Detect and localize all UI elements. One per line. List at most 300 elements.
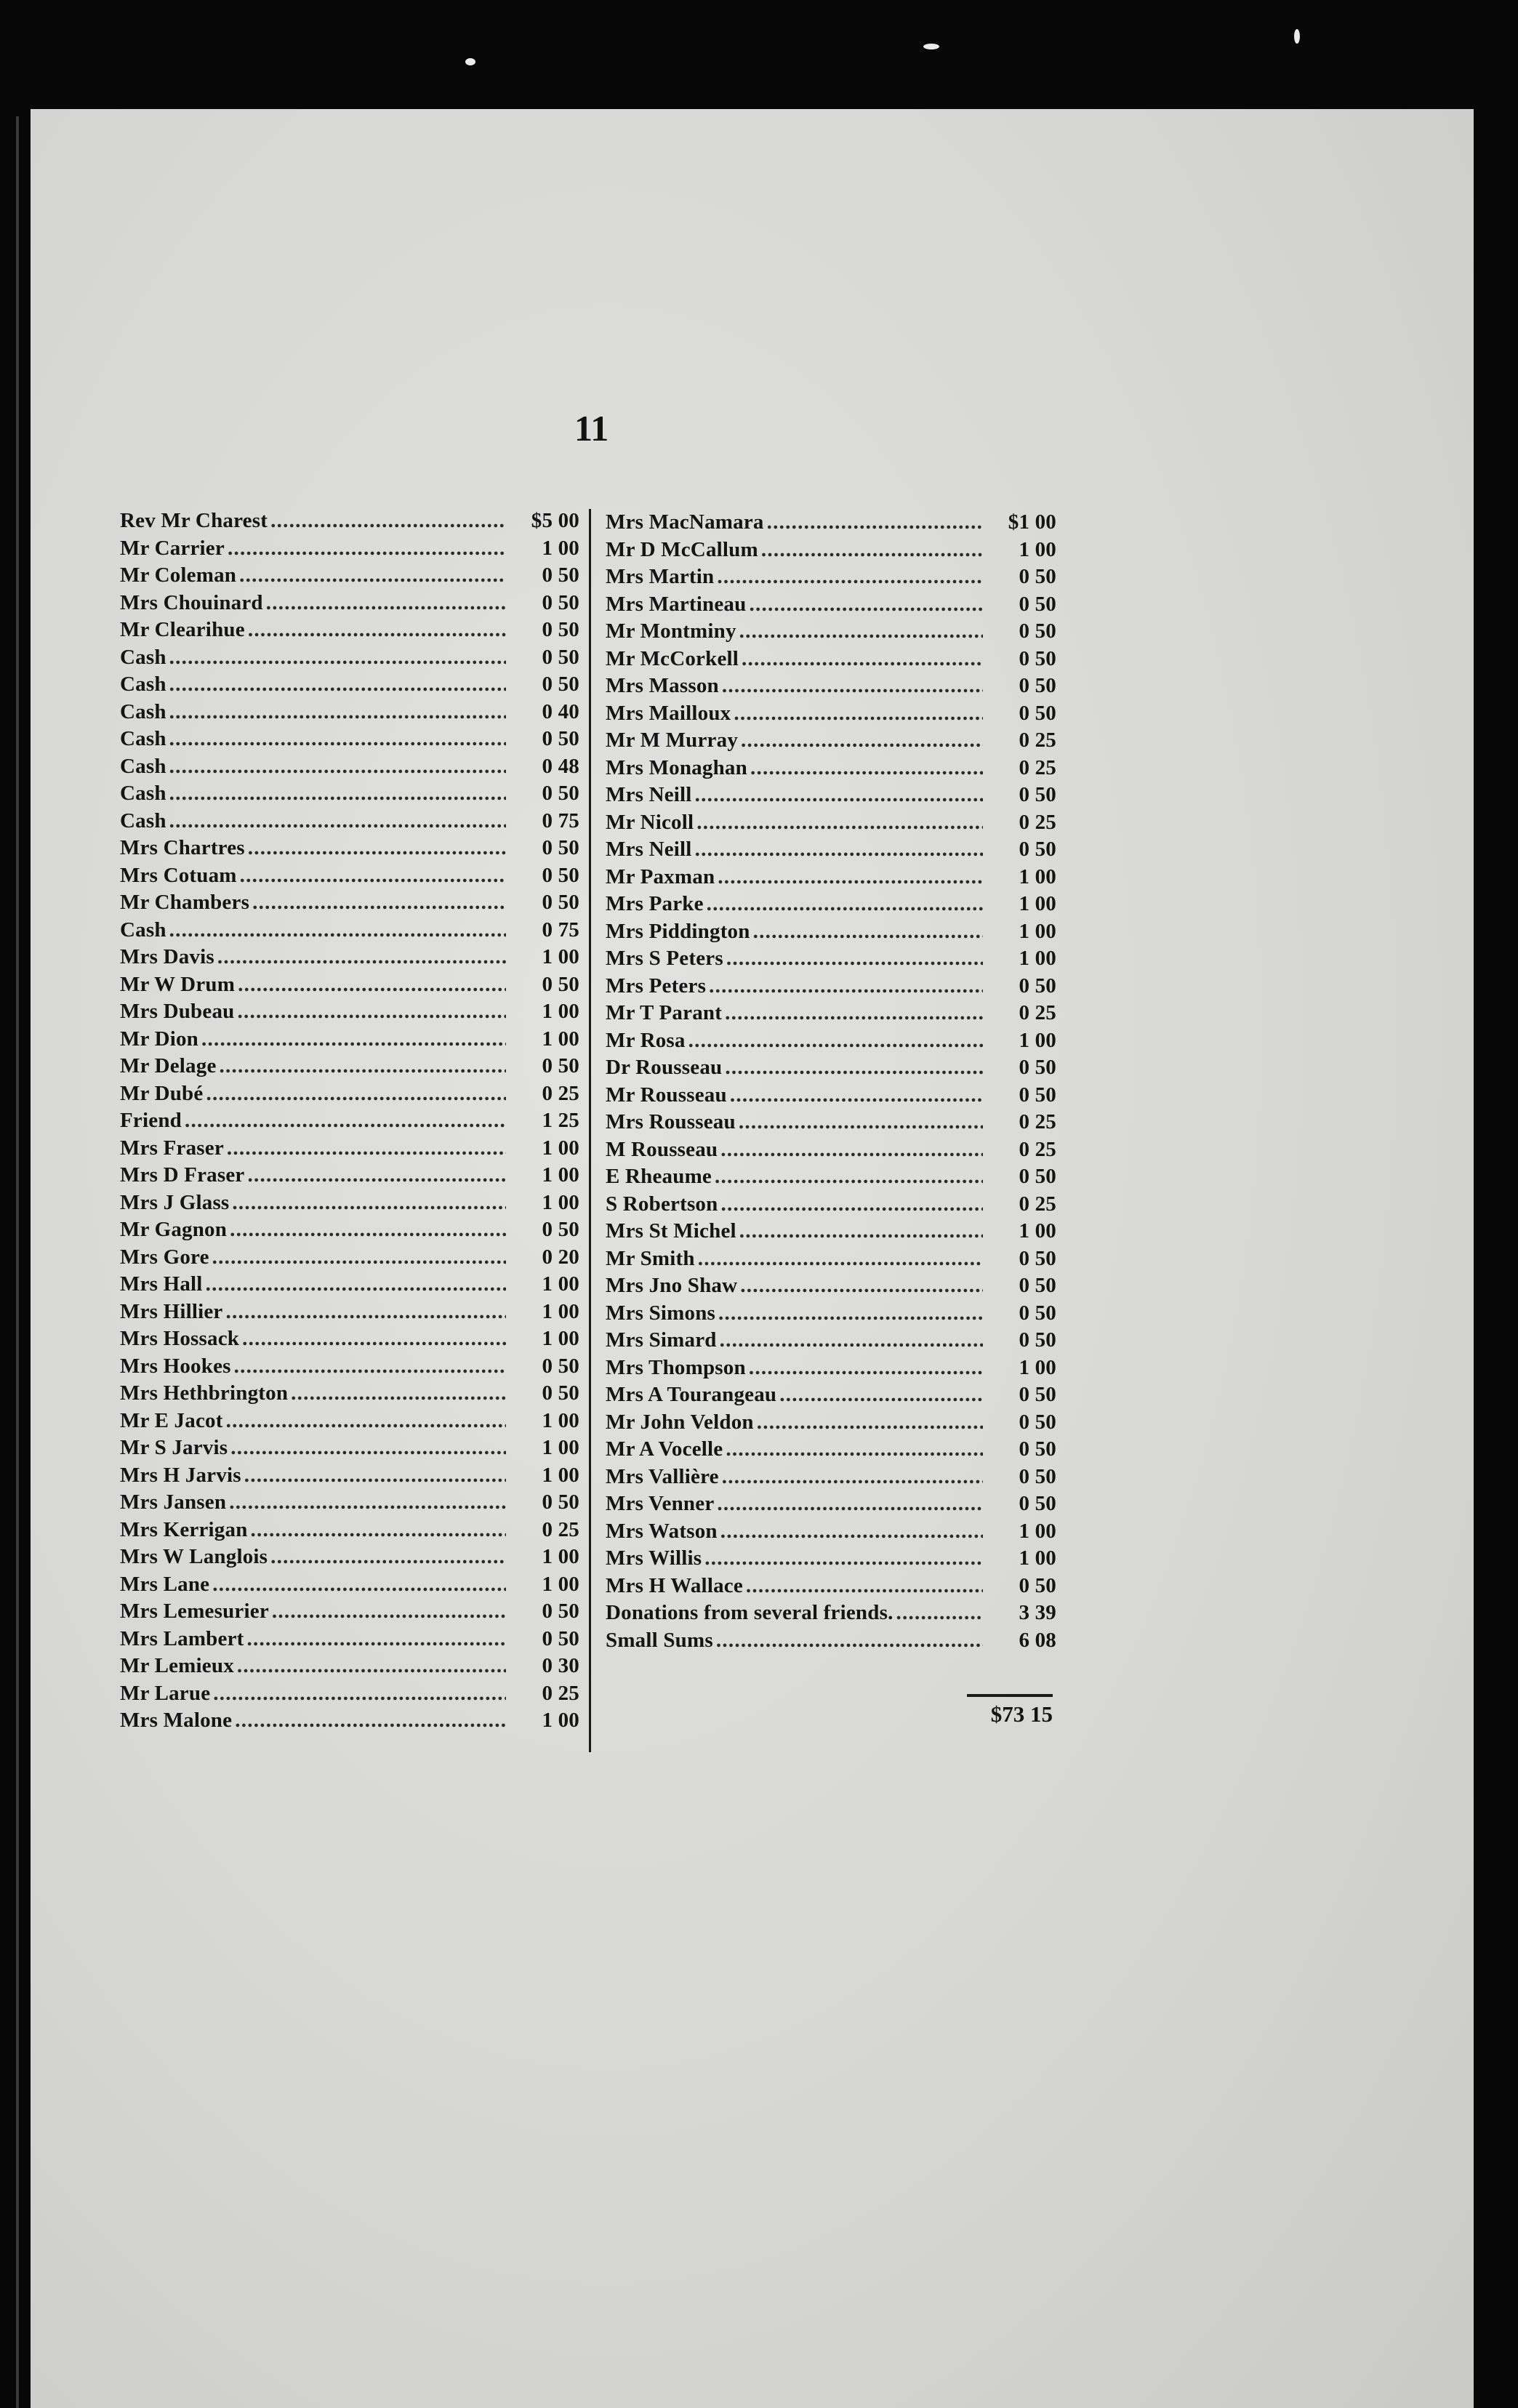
- donation-row: [120, 1653, 579, 1680]
- donation-row: [120, 617, 579, 644]
- donor-name: E Rheaume: [606, 1165, 712, 1188]
- leader-dots: [717, 1490, 983, 1518]
- leader-dots: [252, 889, 506, 917]
- donation-row: [606, 646, 1056, 673]
- donation-amount: $5 00: [531, 509, 579, 532]
- donor-name: Cash: [120, 754, 166, 778]
- donation-row: [120, 507, 579, 535]
- donation-row: [606, 891, 1056, 918]
- leader-dots: [742, 646, 983, 673]
- donation-row: [120, 1162, 579, 1189]
- donation-amount: 0 50: [1019, 1165, 1056, 1188]
- donation-amount: 0 48: [542, 754, 579, 778]
- donation-amount: 0 50: [542, 1490, 579, 1514]
- donor-name: Mr Delage: [120, 1054, 217, 1077]
- donation-row: [606, 1490, 1056, 1518]
- leader-dots: [201, 1026, 506, 1054]
- donor-name: Mrs Peters: [606, 974, 707, 998]
- donation-row: [606, 1409, 1056, 1437]
- donation-row: [120, 1626, 579, 1653]
- leader-dots: [169, 780, 506, 808]
- donor-name: Mrs Dubeau: [120, 1000, 235, 1023]
- leader-dots: [228, 535, 506, 563]
- donor-name: Dr Rousseau: [606, 1056, 723, 1079]
- donation-row: [606, 1191, 1056, 1219]
- donation-row: [120, 535, 579, 563]
- donation-row: [606, 1354, 1056, 1382]
- leader-dots: [232, 1189, 506, 1217]
- donation-amount: 1 00: [542, 1027, 579, 1051]
- donation-row: [606, 563, 1056, 591]
- donation-amount: 0 25: [1019, 755, 1056, 779]
- donor-name: Mr Clearihue: [120, 618, 245, 641]
- donation-row: [606, 1136, 1056, 1164]
- donor-name: Mrs D Fraser: [120, 1163, 245, 1187]
- donation-amount: 0 50: [542, 590, 579, 614]
- left-donor-column: [120, 507, 579, 1735]
- leader-dots: [767, 509, 983, 537]
- donation-row: [606, 1218, 1056, 1245]
- donation-amount: 1 00: [1019, 892, 1056, 915]
- donor-name: Mr John Veldon: [606, 1410, 754, 1434]
- donation-row: [120, 1571, 579, 1599]
- donation-amount: 1 00: [1019, 1028, 1056, 1052]
- donor-name: Mrs Thompson: [606, 1355, 746, 1379]
- donation-amount: 1 00: [542, 1572, 579, 1596]
- donor-name: Mrs Lane: [120, 1572, 210, 1596]
- donation-amount: 1 00: [1019, 864, 1056, 888]
- donor-name: Mrs Martin: [606, 565, 715, 588]
- donor-name: Mrs Piddington: [606, 919, 750, 943]
- leader-dots: [739, 1218, 983, 1245]
- donation-amount: 0 50: [1019, 1083, 1056, 1107]
- donor-name: Mr E Jacot: [120, 1408, 223, 1432]
- donation-amount: 1 00: [542, 1436, 579, 1459]
- leader-dots: [722, 1464, 983, 1491]
- leader-dots: [707, 891, 983, 918]
- leader-dots: [291, 1380, 506, 1408]
- donation-row: [120, 1680, 579, 1708]
- donation-row: [606, 727, 1056, 755]
- leader-dots: [725, 1054, 983, 1082]
- leader-dots: [169, 699, 506, 726]
- donation-amount: 0 50: [542, 1626, 579, 1650]
- leader-dots: [734, 700, 983, 728]
- donation-amount: 0 20: [542, 1245, 579, 1269]
- donor-name: Mrs S Peters: [606, 947, 723, 970]
- donation-row: [120, 998, 579, 1026]
- leader-dots: [753, 918, 983, 946]
- donation-amount: 0 25: [1019, 810, 1056, 834]
- leader-dots: [749, 1354, 983, 1382]
- leader-dots: [248, 835, 506, 862]
- donation-row: [120, 808, 579, 835]
- donor-name: Mr Lemieux: [120, 1654, 234, 1677]
- donation-amount: 1 00: [542, 1463, 579, 1487]
- leader-dots: [244, 1462, 506, 1490]
- donation-row: [606, 1627, 1056, 1655]
- donation-amount: 0 50: [1019, 1056, 1056, 1079]
- donor-name: Mrs Monaghan: [606, 755, 747, 779]
- donation-row: [606, 809, 1056, 837]
- donor-name: Mrs W Langlois: [120, 1545, 268, 1568]
- donor-name: Cash: [120, 808, 166, 832]
- donation-row: [120, 1598, 579, 1626]
- donation-amount: 1 00: [542, 1190, 579, 1214]
- donor-name: Mr A Vocelle: [606, 1437, 723, 1461]
- leader-dots: [230, 1216, 506, 1244]
- leader-dots: [169, 917, 506, 944]
- donation-amount: 0 50: [1019, 1573, 1056, 1597]
- donation-amount: 0 50: [1019, 1328, 1056, 1352]
- donor-name: Mrs H Wallace: [606, 1573, 743, 1597]
- leader-dots: [212, 1571, 506, 1599]
- donation-amount: 1 00: [542, 1299, 579, 1323]
- donation-row: [120, 1380, 579, 1408]
- donor-name: Mrs Vallière: [606, 1464, 719, 1488]
- donor-name: Mrs Jno Shaw: [606, 1274, 738, 1297]
- donor-name: Mrs St Michel: [606, 1219, 736, 1243]
- donation-amount: 1 00: [542, 536, 579, 560]
- leader-dots: [248, 1162, 507, 1189]
- donor-name: Mrs Watson: [606, 1519, 718, 1543]
- donation-amount: 0 50: [1019, 646, 1056, 670]
- donation-row: [606, 755, 1056, 782]
- donation-amount: 0 25: [1019, 1001, 1056, 1024]
- leader-dots: [238, 971, 506, 999]
- leader-dots: [739, 618, 983, 646]
- donation-amount: 0 50: [1019, 1301, 1056, 1325]
- donation-amount: 0 50: [1019, 1274, 1056, 1297]
- donation-row: [606, 1082, 1056, 1109]
- donor-name: Mr M Murray: [606, 729, 739, 752]
- leader-dots: [722, 673, 983, 700]
- donation-row: [606, 1163, 1056, 1191]
- leader-dots: [718, 864, 983, 891]
- leader-dots: [688, 1027, 983, 1055]
- donation-amount: 1 00: [542, 1545, 579, 1568]
- donation-row: [606, 864, 1056, 891]
- donation-amount: 0 50: [542, 563, 579, 587]
- donor-name: Mrs Masson: [606, 674, 719, 697]
- donation-row: [120, 1434, 579, 1462]
- leader-dots: [229, 1489, 506, 1517]
- donation-amount: 0 75: [542, 808, 579, 832]
- donor-name: Mrs Malone: [120, 1709, 233, 1732]
- donation-row: [120, 1299, 579, 1326]
- donor-name: Mr Chambers: [120, 891, 250, 914]
- donor-name: Mr Larue: [120, 1681, 211, 1705]
- leader-dots: [270, 1544, 506, 1571]
- donation-amount: 1 00: [542, 945, 579, 968]
- leader-dots: [220, 1053, 506, 1080]
- donor-name: Mr Rosa: [606, 1028, 686, 1052]
- leader-dots: [720, 1327, 983, 1354]
- leader-dots: [695, 836, 983, 864]
- donor-name: Mr Paxman: [606, 864, 715, 888]
- donor-name: Mrs Lemesurier: [120, 1600, 269, 1623]
- total-amount: $73 15: [990, 1701, 1053, 1727]
- donation-amount: 6 08: [1019, 1628, 1056, 1652]
- donor-name: Mrs J Glass: [120, 1190, 230, 1214]
- donation-row: [606, 1054, 1056, 1082]
- donor-name: Mrs Neill: [606, 783, 692, 806]
- donation-row: [606, 945, 1056, 973]
- donation-amount: 1 00: [542, 1000, 579, 1023]
- leader-dots: [217, 944, 506, 971]
- leader-dots: [696, 809, 983, 837]
- donation-row: [120, 1053, 579, 1080]
- donation-row: [120, 1216, 579, 1244]
- donation-row: [606, 1381, 1056, 1409]
- donor-name: Cash: [120, 782, 166, 805]
- donor-name: Mrs Fraser: [120, 1136, 224, 1160]
- donor-name: Mrs H Jarvis: [120, 1463, 241, 1487]
- leader-dots: [206, 1271, 506, 1299]
- donation-row: [120, 1080, 579, 1108]
- donor-name: Mrs Martineau: [606, 592, 747, 616]
- donation-row: [120, 644, 579, 672]
- donor-name: Mr Gagnon: [120, 1218, 228, 1241]
- page-number: 11: [574, 408, 609, 449]
- donor-name: Mr Carrier: [120, 536, 225, 560]
- donor-name: Mrs A Tourangeau: [606, 1383, 777, 1406]
- donation-amount: 0 75: [542, 918, 579, 942]
- donation-amount: 0 25: [1019, 729, 1056, 752]
- donation-amount: 0 50: [1019, 592, 1056, 616]
- donation-row: [606, 1436, 1056, 1464]
- leader-dots: [251, 1517, 506, 1544]
- leader-dots: [169, 726, 506, 753]
- donation-amount: 1 00: [1019, 1219, 1056, 1243]
- donation-amount: 0 50: [1019, 1437, 1056, 1461]
- donation-row: [606, 918, 1056, 946]
- donation-row: [120, 1271, 579, 1299]
- donation-amount: 0 50: [542, 1600, 579, 1623]
- donation-row: [606, 673, 1056, 700]
- donation-row: [120, 862, 579, 890]
- leader-dots: [237, 998, 506, 1026]
- donation-amount: 1 00: [1019, 1519, 1056, 1543]
- donation-row: [606, 700, 1056, 728]
- donation-amount: 1 00: [542, 1163, 579, 1187]
- leader-dots: [272, 1598, 506, 1626]
- donation-row: [120, 1135, 579, 1163]
- leader-dots: [212, 1244, 506, 1272]
- donor-name: Mrs Cotuam: [120, 863, 237, 887]
- donor-name: Mr S Jarvis: [120, 1436, 228, 1459]
- donor-name: Mr D McCallum: [606, 537, 758, 561]
- donation-amount: 1 00: [1019, 947, 1056, 970]
- donation-amount: 1 00: [1019, 537, 1056, 561]
- leader-dots: [739, 1109, 983, 1136]
- donation-amount: 0 25: [542, 1681, 579, 1705]
- donor-name: Mrs Parke: [606, 892, 704, 915]
- dust-speck: [465, 58, 475, 65]
- donation-row: [606, 1573, 1056, 1600]
- donation-row: [606, 1545, 1056, 1573]
- donation-amount: 0 50: [542, 782, 579, 805]
- donor-name: Mr Coleman: [120, 563, 237, 587]
- leader-dots: [226, 1408, 506, 1435]
- donation-amount: 0 50: [542, 972, 579, 996]
- donor-name: Mrs Lambert: [120, 1626, 244, 1650]
- donation-row: [120, 835, 579, 862]
- donor-name: Mrs Mailloux: [606, 701, 731, 725]
- leader-dots: [757, 1409, 983, 1437]
- donor-name: Mrs Hookes: [120, 1354, 231, 1378]
- donation-amount: 0 25: [1019, 1137, 1056, 1161]
- leader-dots: [169, 753, 506, 781]
- donor-name: Mrs Chouinard: [120, 590, 263, 614]
- leader-dots: [715, 1163, 983, 1191]
- donor-name: M Rousseau: [606, 1137, 718, 1161]
- leader-dots: [709, 973, 983, 1000]
- donation-row: [606, 1245, 1056, 1273]
- donation-row: [606, 1464, 1056, 1491]
- donation-amount: 0 50: [542, 727, 579, 750]
- donor-name: Mrs Simons: [606, 1301, 716, 1325]
- leader-dots: [234, 1353, 506, 1381]
- leader-dots: [720, 1136, 983, 1164]
- leader-dots: [230, 1434, 506, 1462]
- donor-name: Mrs Rousseau: [606, 1110, 736, 1133]
- donation-row: [120, 1244, 579, 1272]
- donation-amount: 0 50: [1019, 783, 1056, 806]
- leader-dots: [169, 808, 506, 835]
- donor-name: Donations from several friends.: [606, 1601, 893, 1624]
- donation-row: [120, 971, 579, 999]
- donor-name: Mr W Drum: [120, 972, 236, 996]
- leader-dots: [720, 1191, 983, 1219]
- donor-name: Mrs Simard: [606, 1328, 717, 1352]
- donation-amount: 0 50: [1019, 974, 1056, 998]
- leader-dots: [779, 1381, 983, 1409]
- donation-row: [120, 1462, 579, 1490]
- donor-name: Mr McCorkell: [606, 646, 739, 670]
- leader-dots: [746, 1573, 983, 1600]
- leader-dots: [248, 617, 506, 644]
- donation-amount: 0 50: [1019, 1383, 1056, 1406]
- donation-amount: 0 50: [1019, 1464, 1056, 1488]
- donor-name: Mr Dion: [120, 1027, 198, 1051]
- donation-amount: 0 50: [1019, 701, 1056, 725]
- donation-amount: 0 50: [542, 618, 579, 641]
- donation-amount: 0 50: [542, 673, 579, 696]
- donation-row: [606, 973, 1056, 1000]
- leader-dots: [242, 1325, 506, 1353]
- donation-row: [606, 1327, 1056, 1354]
- donation-row: [606, 1109, 1056, 1136]
- donation-row: [606, 782, 1056, 809]
- donation-row: [120, 1408, 579, 1435]
- leader-dots: [240, 862, 506, 890]
- donor-name: Mrs Hethbrington: [120, 1381, 289, 1405]
- donor-name: Mrs MacNamara: [606, 510, 764, 534]
- donor-name: Mr Smith: [606, 1246, 695, 1270]
- donation-row: [120, 889, 579, 917]
- leader-dots: [206, 1080, 506, 1108]
- donation-row: [606, 1518, 1056, 1546]
- total-rule: [967, 1694, 1053, 1697]
- donation-amount: 1 00: [1019, 919, 1056, 943]
- leader-dots: [169, 644, 506, 672]
- donor-name: S Robertson: [606, 1192, 718, 1216]
- donation-row: [606, 1600, 1056, 1627]
- leader-dots: [169, 671, 506, 699]
- donation-row: [120, 726, 579, 753]
- leader-dots: [247, 1626, 506, 1653]
- donor-name: Mrs Kerrigan: [120, 1517, 248, 1541]
- donation-amount: 0 50: [1019, 1246, 1056, 1270]
- donation-amount: 0 25: [1019, 1192, 1056, 1216]
- donation-amount: 0 50: [542, 1054, 579, 1077]
- donation-row: [120, 671, 579, 699]
- donation-amount: 1 00: [542, 1136, 579, 1160]
- donor-name: Mrs Gore: [120, 1245, 209, 1269]
- donation-amount: 0 50: [542, 1218, 579, 1241]
- donor-name: Mrs Willis: [606, 1546, 702, 1570]
- donation-row: [120, 699, 579, 726]
- donation-amount: 1 00: [542, 1709, 579, 1732]
- donation-amount: 0 25: [542, 1081, 579, 1105]
- donation-row: [120, 1189, 579, 1217]
- leader-dots: [226, 1299, 506, 1326]
- donor-name: Cash: [120, 645, 166, 669]
- donation-amount: 0 50: [542, 645, 579, 669]
- donation-row: [606, 537, 1056, 564]
- leader-dots: [716, 1627, 983, 1655]
- donor-name: Mrs Jansen: [120, 1490, 227, 1514]
- leader-dots: [896, 1600, 983, 1627]
- donation-amount: 0 50: [1019, 565, 1056, 588]
- donation-amount: 0 50: [1019, 674, 1056, 697]
- donation-amount: 0 50: [1019, 1492, 1056, 1515]
- donation-amount: 1 00: [1019, 1355, 1056, 1379]
- donor-name: Mrs Davis: [120, 945, 214, 968]
- donor-name: Small Sums: [606, 1628, 713, 1652]
- donation-amount: 1 25: [542, 1109, 579, 1132]
- donation-amount: 0 40: [542, 699, 579, 723]
- leader-dots: [761, 537, 983, 564]
- donation-amount: 0 50: [542, 1381, 579, 1405]
- donation-row: [120, 753, 579, 781]
- donor-name: Mr Nicoll: [606, 810, 694, 834]
- leader-dots: [695, 782, 983, 809]
- leader-dots: [726, 1436, 983, 1464]
- donor-name: Mr Rousseau: [606, 1083, 727, 1107]
- donation-row: [120, 1107, 579, 1135]
- leader-dots: [749, 591, 983, 619]
- donor-name: Mrs Hillier: [120, 1299, 223, 1323]
- donation-amount: 1 00: [542, 1272, 579, 1296]
- donation-row: [606, 591, 1056, 619]
- donation-row: [120, 1707, 579, 1735]
- column-divider: [589, 509, 591, 1752]
- donation-amount: 0 50: [1019, 619, 1056, 643]
- donation-row: [606, 1272, 1056, 1300]
- donation-row: [120, 1489, 579, 1517]
- donation-row: [606, 1300, 1056, 1328]
- donation-amount: 0 30: [542, 1654, 579, 1677]
- donation-row: [606, 509, 1056, 537]
- donation-amount: 1 00: [542, 1408, 579, 1432]
- donor-name: Mr Dubé: [120, 1081, 204, 1105]
- donation-amount: $1 00: [1008, 510, 1056, 534]
- leader-dots: [266, 590, 506, 617]
- leader-dots: [726, 945, 983, 973]
- donation-row: [606, 1000, 1056, 1027]
